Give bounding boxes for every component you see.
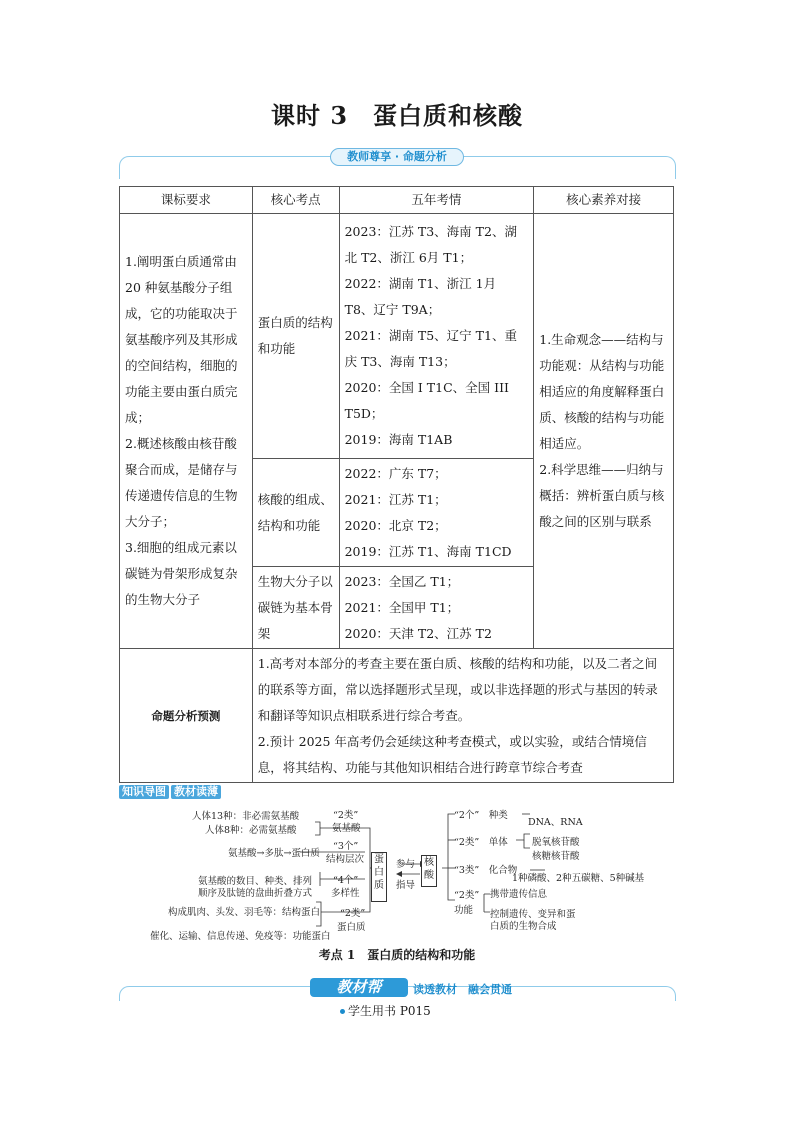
mm-essential: 人体8种：必需氨基酸 — [205, 825, 297, 836]
mm-ribo: 核糖核苷酸 — [532, 851, 580, 862]
mm-hierarchy: 氨基酸→多肽→蛋白质 — [228, 848, 320, 859]
mm-label-diversity: 多样性 — [331, 888, 360, 899]
mm-label-3: “3个” — [333, 841, 359, 852]
mm-label-protein: 蛋白质 — [337, 922, 366, 933]
mm-r-2types: “2类” — [454, 890, 480, 901]
mm-label-levels: 结构层次 — [326, 854, 365, 865]
analysis-text: 1.高考对本部分的考查主要在蛋白质、核酸的结构和功能，以及二者之间的联系等方面，常以选择题形式呈现，或以非选择题的形式与基因的转录和翻译等知识点相联系进行综合考查。 2.预计 2025 年高考仍会延续这种考查模式，或以实验，或结合情境信息，将其结构、功能与其他知识相结合进行跨章节综合考查 — [252, 649, 673, 783]
standards-cell: 1.阐明蛋白质通常由 20 种氨基酸分子组成，它的功能取决于氨基酸序列及其形成的空间结构，细胞的功能主要由蛋白质完成； 2.概述核酸由核苷酸聚合而成，是储存与传递遗传信息的生物大分子； 3.细胞的组成元素以碳链为骨架形成复杂的生物大分子 — [120, 214, 253, 649]
mm-center-protein: 蛋白质 — [371, 852, 387, 902]
mm-diversity-1: 氨基酸的数目、种类、排列 — [198, 876, 313, 887]
mm-control-2: 白质的生物合成 — [490, 921, 557, 932]
exams-carbon: 2023：全国乙 T1； 2021：全国甲 T1； 2020：天津 T2、江苏 T2 — [339, 567, 534, 649]
header-exams: 五年考情 — [339, 187, 534, 214]
mm-diversity-2: 顺序及肽链的盘曲折叠方式 — [198, 888, 313, 899]
table-header-row — [120, 187, 674, 214]
mm-label-aa: 氨基酸 — [332, 823, 361, 834]
page-title: 课时 3 蛋白质和核酸 — [270, 101, 524, 130]
header-literacy: 核心素养对接 — [534, 187, 674, 214]
mm-label-2types: “2类” — [333, 810, 359, 821]
mm-control-1: 控制遗传、变异和蛋 — [490, 909, 576, 920]
tag-textbook: 教材读薄 — [171, 785, 221, 799]
mm-r-species: “2个” 种类 — [454, 810, 508, 821]
exams-protein: 2023：江苏 T3、海南 T2、湖北 T2、浙江 6月 T1； 2022：湖南 T1、浙江 1月 T8、辽宁 T9A； 2021：湖南 T5、辽宁 T1、重庆 T3、海南 T13； 2020：全国 I T1C、全国 III T5D； 2019：海南 T1AB — [339, 214, 534, 459]
mm-label-4: “4个” — [333, 875, 359, 886]
mm-structural: 构成肌肉、头发、羽毛等：结构蛋白 — [168, 907, 321, 918]
point-carbon: 生物大分子以碳链为基本骨架 — [252, 567, 339, 649]
point-nucleic: 核酸的组成、结构和功能 — [252, 459, 339, 567]
dot-icon — [340, 1009, 345, 1014]
mm-center-nucleic: 核酸 — [421, 855, 437, 887]
mm-r-function: 功能 — [454, 905, 474, 916]
mm-r-compound: “3类” 化合物 — [454, 865, 518, 876]
mm-deoxy: 脱氧核苷酸 — [532, 837, 580, 848]
exam-analysis-table — [119, 186, 674, 783]
exams-nucleic: 2022：广东 T7； 2021：江苏 T1； 2020：北京 T2； 2019：江苏 T1、海南 T1CD — [339, 459, 534, 567]
mm-carry-info: 携带遗传信息 — [490, 889, 548, 900]
analysis-label: 命题分析预测 — [120, 649, 253, 783]
banner2-badge: 教材帮 — [310, 978, 408, 997]
mm-label-2types-b: “2类” — [340, 908, 366, 919]
tag-knowledge-map: 知识导图 — [119, 785, 169, 799]
mm-link-guide: 指导 — [396, 880, 416, 891]
banner2-slogan: 读透教材 融会贯通 — [413, 983, 512, 996]
header-standards: 课标要求 — [120, 187, 253, 214]
literacy-cell: 1.生命观念——结构与功能观：从结构与功能相适应的角度解释蛋白质、核酸的结构与功能相适应。 2.科学思维——归纳与概括：辨析蛋白质与核酸之间的区别与联系 — [534, 214, 674, 649]
banner-tag: 教师尊享 · 命题分析 — [330, 148, 464, 166]
mm-components: 1种磷酸、2种五碳糖、5种碱基 — [512, 873, 645, 884]
keypoint-title: 考点 1 蛋白质的结构和功能 — [318, 948, 476, 962]
mm-nonessential: 人体13种：非必需氨基酸 — [192, 811, 300, 822]
point-protein: 蛋白质的结构和功能 — [252, 214, 339, 459]
mm-r-monomer: “2类” 单体 — [454, 837, 508, 848]
mm-dna-rna: DNA、RNA — [528, 817, 583, 828]
mm-link-participate: 参与 — [396, 859, 416, 870]
section-tags — [119, 785, 221, 799]
mm-functional: 催化、运输、信息传递、免疫等：功能蛋白 — [150, 931, 331, 942]
student-book-ref: 学生用书 P015 — [340, 1002, 431, 1019]
header-points: 核心考点 — [252, 187, 339, 214]
